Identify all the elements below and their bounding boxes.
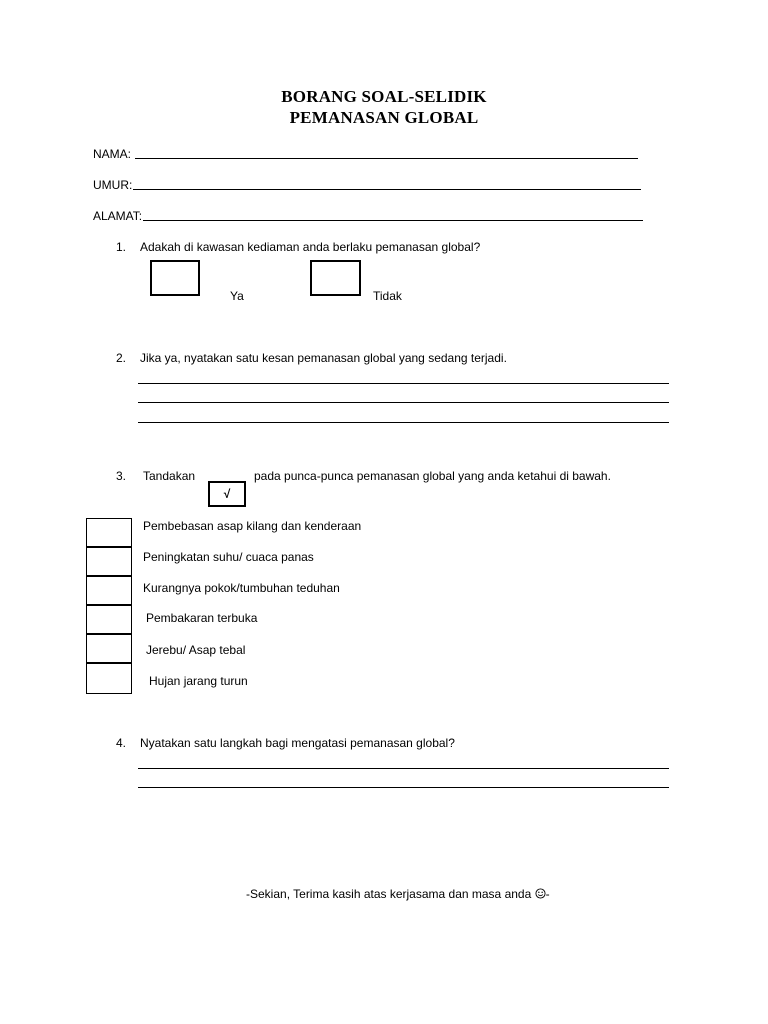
q1-text: Adakah di kawasan kediaman anda berlaku pemanasan global? <box>140 240 481 254</box>
q4-answer-line-1[interactable] <box>138 768 669 769</box>
alamat-field[interactable] <box>93 209 643 223</box>
umur-field[interactable] <box>93 178 641 192</box>
q3-option-label-1: Pembebasan asap kilang dan kenderaan <box>143 519 362 533</box>
q4-answer-line-2[interactable] <box>138 787 669 788</box>
form-title-line1: BORANG SOAL-SELIDIK <box>281 87 487 106</box>
q3-option-label-3: Kurangnya pokok/tumbuhan teduhan <box>143 581 340 595</box>
q3-option-checkbox-6[interactable] <box>86 663 132 694</box>
q3-tick-example <box>208 481 246 507</box>
q3-number: 3. <box>116 469 127 483</box>
q2-text: Jika ya, nyatakan satu kesan pemanasan global yang sedang terjadi. <box>140 351 507 365</box>
q3-option-checkbox-4[interactable] <box>86 605 132 634</box>
q3-option-label-2: Peningkatan suhu/ cuaca panas <box>143 550 314 564</box>
q3-option-label-5: Jerebu/ Asap tebal <box>146 643 246 657</box>
q3-option-label-6: Hujan jarang turun <box>149 674 248 688</box>
q3-option-checkbox-3[interactable] <box>86 576 132 605</box>
q3-option-checkbox-2[interactable] <box>86 547 132 576</box>
closing-message <box>246 887 550 901</box>
q1-yes-label: Ya <box>230 289 244 303</box>
q1-no-label: Tidak <box>373 289 402 303</box>
q2-answer-line-2[interactable] <box>138 402 669 403</box>
nama-line[interactable] <box>135 157 638 159</box>
nama-label: NAMA: <box>93 147 132 161</box>
nama-field[interactable] <box>93 147 638 161</box>
q1-number: 1. <box>116 240 127 254</box>
q1-no-checkbox[interactable] <box>310 260 361 296</box>
q3-option-label-4: Pembakaran terbuka <box>146 611 258 625</box>
q3-text-after: pada punca-punca pemanasan global yang anda ketahui di bawah. <box>254 469 611 483</box>
alamat-line[interactable] <box>143 219 643 221</box>
umur-label: UMUR: <box>93 178 133 192</box>
check-mark-icon: √ <box>223 487 231 501</box>
closing-text: -Sekian, Terima kasih atas kerjasama dan masa anda <box>246 887 532 901</box>
smiley-icon <box>535 888 546 899</box>
q4-number: 4. <box>116 736 127 750</box>
q3-text-before: Tandakan <box>143 469 196 483</box>
q2-answer-line-3[interactable] <box>138 422 669 423</box>
umur-line[interactable] <box>133 188 641 190</box>
q3-option-checkbox-5[interactable] <box>86 634 132 663</box>
q1-yes-checkbox[interactable] <box>150 260 200 296</box>
q3-option-checkbox-1[interactable] <box>86 518 132 547</box>
q4-text: Nyatakan satu langkah bagi mengatasi pemanasan global? <box>140 736 455 750</box>
form-title-line2: PEMANASAN GLOBAL <box>289 108 479 127</box>
q2-answer-line-1[interactable] <box>138 383 669 384</box>
q2-number: 2. <box>116 351 127 365</box>
alamat-label: ALAMAT: <box>93 209 143 223</box>
closing-suffix: - <box>545 887 550 901</box>
